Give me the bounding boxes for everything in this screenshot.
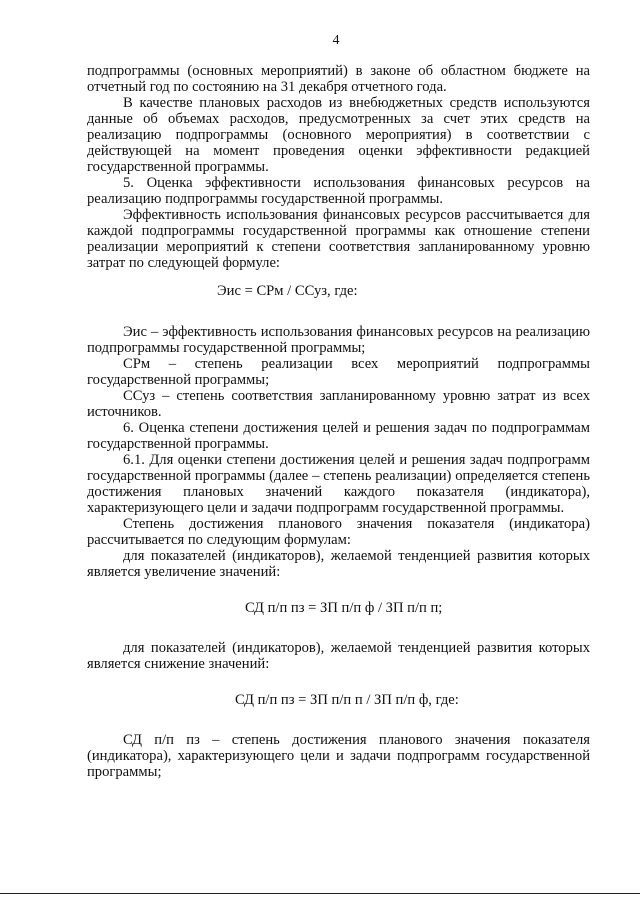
paragraph-decrease: для показателей (индикаторов), желаемой тенденцией развития которых является снижение значений: [87, 640, 590, 672]
formula-eis: Эис = СРм / ССуз, где: [217, 283, 358, 299]
formula-increase: СД п/п пз = ЗП п/п ф / ЗП п/п п; [245, 600, 443, 616]
page-bottom-border [0, 893, 640, 894]
definition-srm: СРм – степень реализации всех мероприятий подпрограммы государственной программы; [87, 356, 590, 388]
paragraph-1: подпрограммы (основных мероприятий) в законе об областном бюджете на отчетный год по состоянию на 31 декабря отчетного года. [87, 63, 590, 95]
definition-sd: СД п/п пз – степень достижения планового значения показателя (индикатора), характеризующего цели и задачи подпрограмм государственной программы; [87, 732, 590, 780]
paragraph-section-5: 5. Оценка эффективности использования финансовых ресурсов на реализацию подпрограммы государственной программы. [87, 175, 590, 207]
paragraph-section-6: 6. Оценка степени достижения целей и решения задач по подпрограммам государственной программы. [87, 420, 590, 452]
paragraph-degree: Степень достижения планового значения показателя (индикатора) рассчитывается по следующим формулам: [87, 516, 590, 548]
page-number: 4 [332, 33, 340, 48]
definition-ssuz: ССуз – степень соответствия запланированному уровню затрат из всех источников. [87, 388, 590, 420]
paragraph-2: В качестве плановых расходов из внебюджетных средств используются данные об объемах расходов, предусмотренных за счет этих средств на реализацию подпрограммы (основного мероприятия) в соответствии с действующей на момент проведения оценки эффективности редакцией государственной программы. [87, 95, 590, 175]
paragraph-efficiency: Эффективность использования финансовых ресурсов рассчитывается для каждой подпрограммы государственной программы как отношение степени реализации мероприятий к степени соответствия запланированному уровню затрат по следующей формуле: [87, 207, 590, 271]
document-body [87, 63, 590, 780]
definition-eis: Эис – эффективность использования финансовых ресурсов на реализацию подпрограммы государственной программы; [87, 324, 590, 356]
formula-decrease: СД п/п пз = ЗП п/п п / ЗП п/п ф, где: [235, 692, 459, 708]
paragraph-increase: для показателей (индикаторов), желаемой тенденцией развития которых является увеличение значений: [87, 548, 590, 580]
paragraph-section-6-1: 6.1. Для оценки степени достижения целей и решения задач подпрограмм государственной программы (далее – степень реализации) определяется степень достижения плановых значений каждого показателя (индикатора), характеризующего цели и задачи подпрограмм государственной программы. [87, 452, 590, 516]
